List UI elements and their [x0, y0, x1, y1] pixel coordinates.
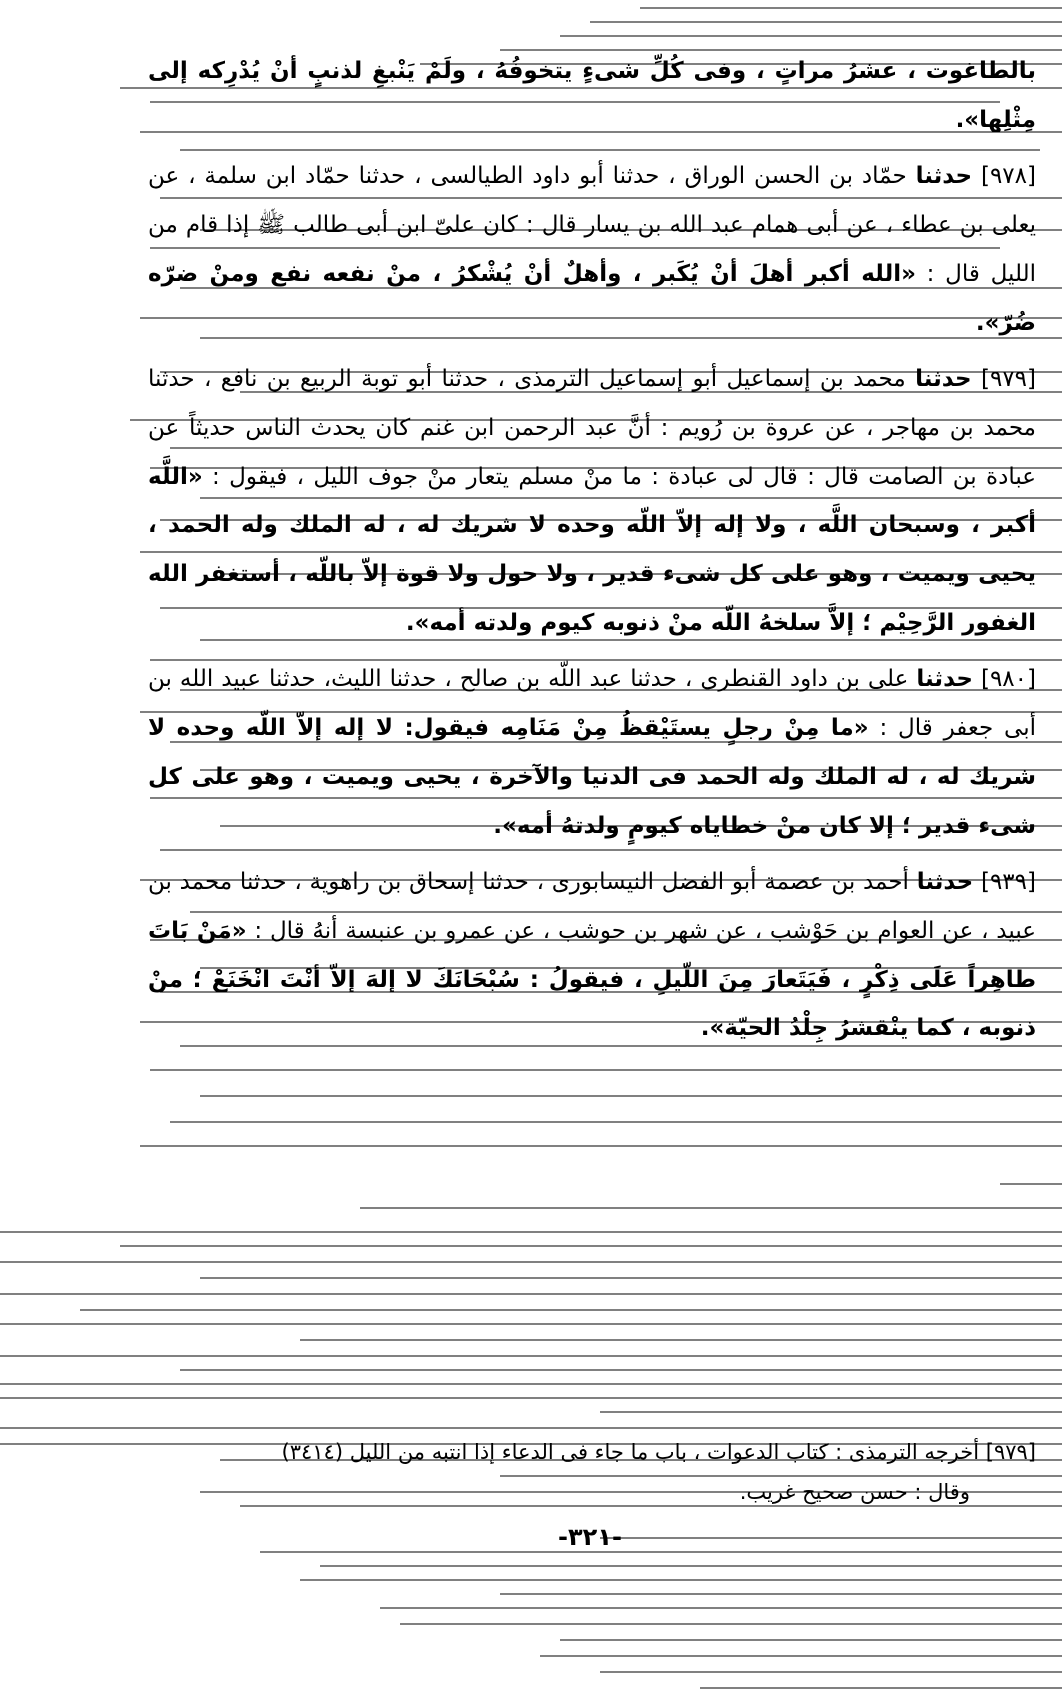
text-segment: حمّاد بن الحسن الوراق ، حدثنا أبو داود الطيالسى ، حدثنا حمّاد ابن سلمة ، عن يعلى بن عطاء ، عن أبى همام عبد الله بن يسار قال : كان علىّ ابن أبى طالب ﷺ إذا قام من الليل قال :	[148, 163, 1036, 287]
bold-text-segment: «مَنْ بَاتَ طاهِراً عَلَى ذِكْرٍ ، فَيَتَعارَ مِنَ اللّيلِ ، فيقولُ : سُبْحَانَكَ لا إلهَ إلاّ أنْتَ انْخَنَعْ ؛ منْ ذنوبه ، كما ينْقشرُ جِلْدُ الحيّة».	[148, 917, 1036, 1042]
hadith-paragraph	[148, 152, 1036, 347]
text-segment: [٩٨٠]	[972, 666, 1036, 693]
hadith-paragraph	[148, 47, 1036, 144]
footnote-citation: [٩٧٩] أخرجه الترمذى : كتاب الدعوات ، باب ما جاء فى الدعاء إذا انتبه من الليل (٣٤١٤)	[281, 1440, 1036, 1464]
text-segment: على بن داود القنطرى ، حدثنا عبد اللّه بن صالح ، حدثنا الليث، حدثنا عبيد الله بن أبى جعفر قال :	[148, 666, 1037, 742]
bold-text-segment: «ما مِنْ رجلٍ يستَيْقظُ مِنْ مَنَامِه فيقول: لا إله إلاّ اللّه وحده لا شريك له ، له الملك وله الحمد فى الدنيا والآخرة ، يحيى ويميت ، وهو على كل شىء قدير ؛ إلا كان منْ خطاياه كيومٍ ولدتهُ أمه».	[148, 715, 1036, 839]
text-segment: محمد بن إسماعيل أبو إسماعيل الترمذى ، حدثنا أبو توبة الربيع بن نافع ، حدثنا محمد بن مهاجر ، عن عروة بن رُويم : أنَّ عبد الرحمن ابن غنم كان يحدث الناس حديثاً عن عبادة بن الصامت قال : قال لى عبادة : ما منْ مسلم يتعار منْ جوف الليل ، فيقول :	[148, 366, 1036, 490]
bold-text-segment: حدثنا	[915, 163, 973, 190]
footnote	[148, 1432, 1036, 1512]
text-segment: أحمد بن عصمة أبو الفضل النيسابورى ، حدثنا إسحاق بن راهوية ، حدثنا محمد بن عبيد ، عن العوام بن حَوْشب ، عن شهر بن حوشب ، عن عمرو بن عنبسة أنهُ قال :	[148, 869, 1036, 944]
page-number: -٣٢١-	[558, 1523, 622, 1551]
hadith-paragraph	[148, 655, 1036, 850]
bold-text-segment: «الله أكبر أهلَ أنْ يُكَبر ، وأهلٌ أنْ يُشْكرُ ، منْ نفعه نفع ومنْ ضرّه ضُرّ».	[148, 260, 1036, 336]
bold-text-segment: بالطاغوت ، عشرُ مراتٍ ، وفى كُلِّ شىءٍ يتخوفُهُ ، ولَمْ يَنْبغِ لذنبٍ أنْ يُدْرِكه إلى مِثْلِها».	[148, 58, 1036, 133]
bold-text-segment: حدثنا	[915, 366, 972, 393]
bold-text-segment: حدثنا	[916, 666, 973, 693]
bold-text-segment: حدثنا	[916, 869, 974, 896]
hadith-paragraph	[148, 858, 1036, 1053]
bold-text-segment: «اللَّه أكبر ، وسبحان اللَّه ، ولا إله إلاّ اللّه وحده لا شريك له ، له الملك وله الحمد ، يحيى ويميت ، وهو على كل شىء قدير ، ولا حول ولا قوة إلاّ باللّه ، أستغفر الله الغفور الرَّحِيْم ؛ إلاَّ سلخهُ اللّه منْ ذنوبه كيوم ولدته أمه».	[148, 463, 1036, 636]
main-text-body	[148, 47, 1036, 1061]
text-segment: [٩٣٩]	[973, 869, 1036, 896]
text-segment: [٩٧٨]	[972, 163, 1036, 190]
footnote-remark: وقال : حسن صحيح غريب.	[739, 1480, 970, 1504]
text-segment: [٩٧٩]	[971, 366, 1036, 393]
hadith-paragraph	[148, 355, 1036, 647]
